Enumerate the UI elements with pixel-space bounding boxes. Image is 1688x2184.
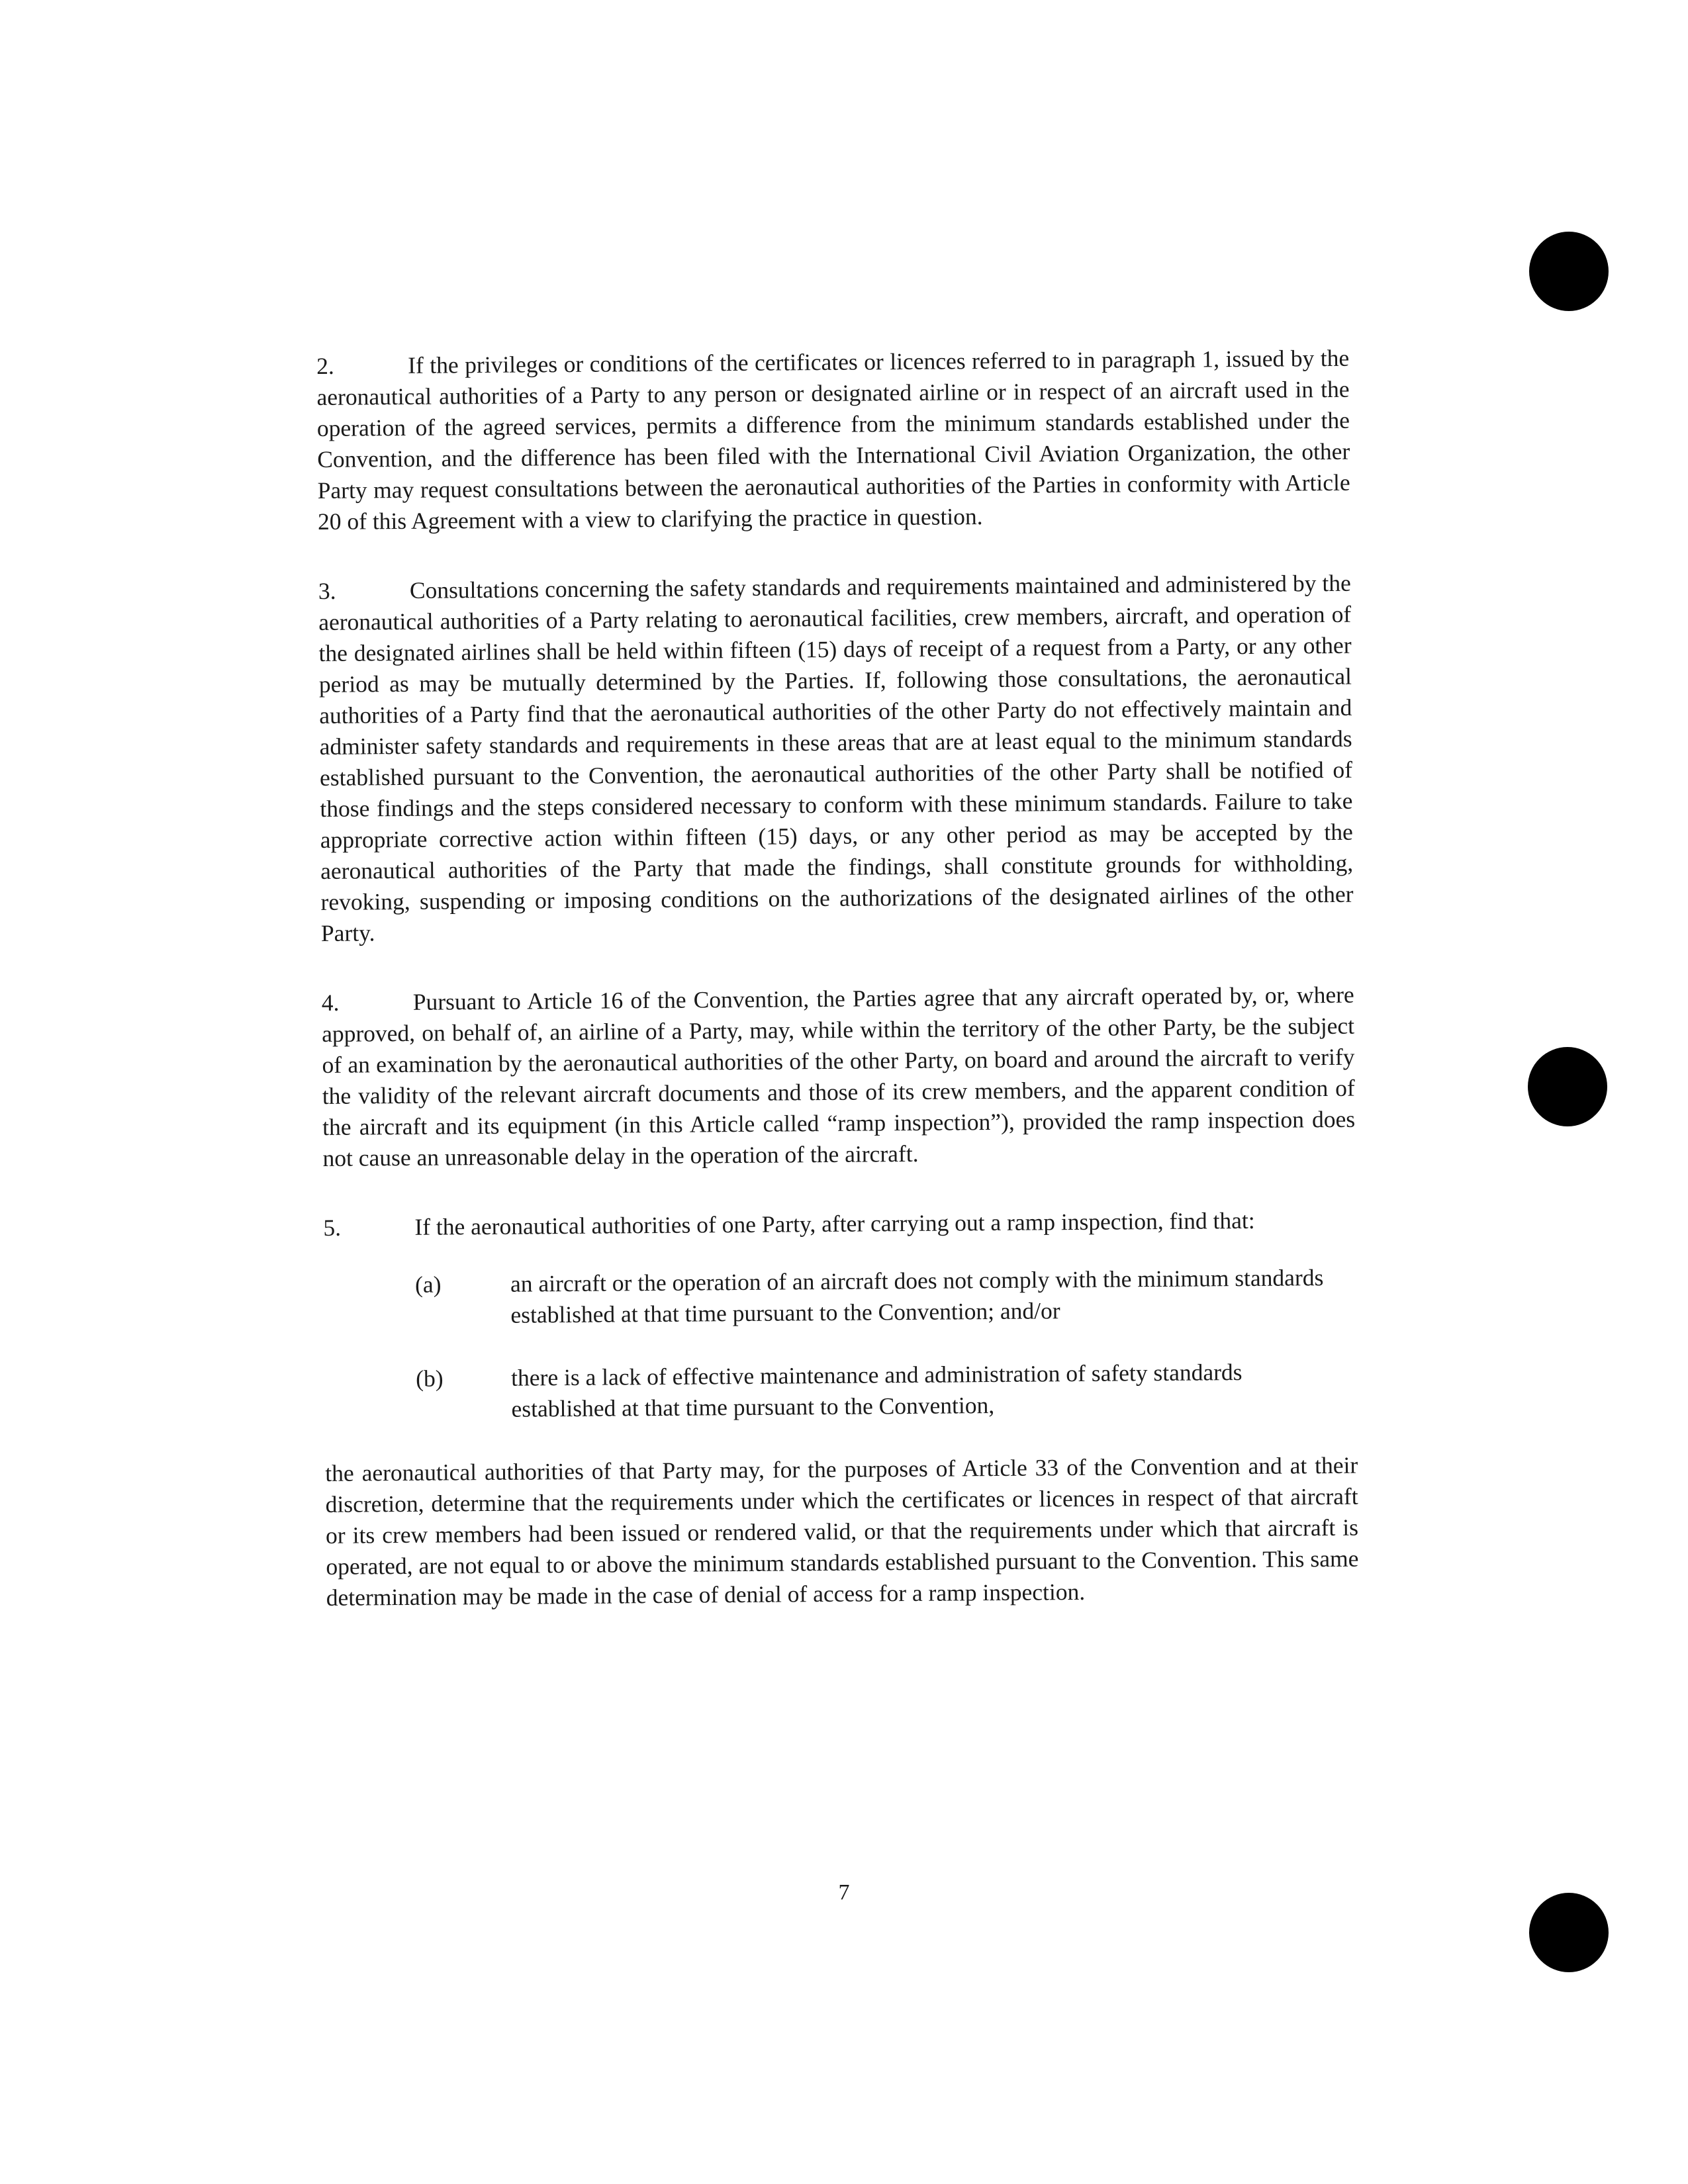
paragraph-text: Pursuant to Article 16 of the Convention, the Parties agree that any aircraft operated by, or, where approved, on behalf of, an airline of a Party, may, while within the territory of the other Party, be the subject of an examination by the aeronautical authorities of the other Party, on board and around the aircraft to verify the validity of the relevant aircraft documents and those of its crew members, and the apparent condition of the aircraft and its equipment (in this Article called “ramp inspection”), provided the ramp inspection does not cause an unreasonable delay in the operation of the aircraft. <box>321 981 1356 1171</box>
paragraph-number: 2. <box>316 352 334 379</box>
paragraph-number: 4. <box>321 989 340 1016</box>
paragraph-2 <box>316 343 1350 537</box>
page-number: 7 <box>838 1880 850 1905</box>
paragraph-5 <box>323 1205 1356 1244</box>
sub-item-text: an aircraft or the operation of an aircraft does not comply with the minimum standards established at that time pursuant to the Convention; and/or <box>510 1264 1324 1328</box>
paragraph-text: If the privileges or conditions of the certificates or licences referred to in paragraph 1, issued by the aeronautical authorities of a Party to any person or designated airline or in respect of an aircraft used in the operation of the agreed services, permits a difference from the minimum standards established under the Convention, and the difference has been filed with the International Civil Aviation Organization, the other Party may request consultations between the aeronautical authorities of the Parties in conformity with Article 20 of this Agreement with a view to clarifying the practice in question. <box>316 344 1350 535</box>
sub-item-label: (b) <box>416 1365 444 1392</box>
punch-hole-top <box>1529 232 1609 311</box>
paragraph-number: 5. <box>323 1214 342 1241</box>
continuation-paragraph: the aeronautical authorities of that Party may, for the purposes of Article 33 of the Convention and at their discretion, determine that the requirements under which the certificates or licences in respect of that aircraft or its crew members had been issued or rendered valid, or that the requirements under which that aircraft is operated, are not equal to or above the minimum standards established pursuant to the Convention. This same determination may be made in the case of denial of access for a ramp inspection. <box>325 1451 1359 1611</box>
paragraph-3 <box>318 568 1354 949</box>
paragraph-text: If the aeronautical authorities of one Party, after carrying out a ramp inspection, find that: <box>414 1206 1255 1240</box>
paragraph-number: 3. <box>318 577 336 604</box>
paragraph-text: Consultations concerning the safety standards and requirements maintained and administered by the aeronautical authorities of a Party relating to aeronautical facilities, crew members, aircraft, and operation of the designated airlines shall be held within fifteen (15) days of receipt of a request from a Party, or any other period as may be mutually determined by the Parties. If, following those consultations, the aeronautical authorities of a Party find that the aeronautical authorities of the other Party do not effectively maintain and administer safety standards and requirements in these areas that are at least equal to the minimum standards established pursuant to the Convention, the aeronautical authorities of the other Party shall be notified of those findings and the steps considered necessary to conform with these minimum standards. Failure to take appropriate corrective action within fifteen (15) days, or any other period as may be accepted by the aeronautical authorities of the Party that made the findings, shall constitute grounds for withholding, revoking, suspending or imposing conditions on the authorizations of the designated airlines of the other Party. <box>318 569 1354 946</box>
sub-item-b <box>324 1356 1358 1426</box>
sub-item-label: (a) <box>414 1271 442 1298</box>
document-body <box>316 343 1359 1614</box>
sub-item-text: there is a lack of effective maintenance and administration of safety standards established at that time pursuant to the Convention, <box>511 1359 1243 1422</box>
sub-item-a <box>324 1262 1357 1332</box>
punch-hole-middle <box>1528 1047 1607 1126</box>
paragraph-4 <box>322 979 1356 1174</box>
